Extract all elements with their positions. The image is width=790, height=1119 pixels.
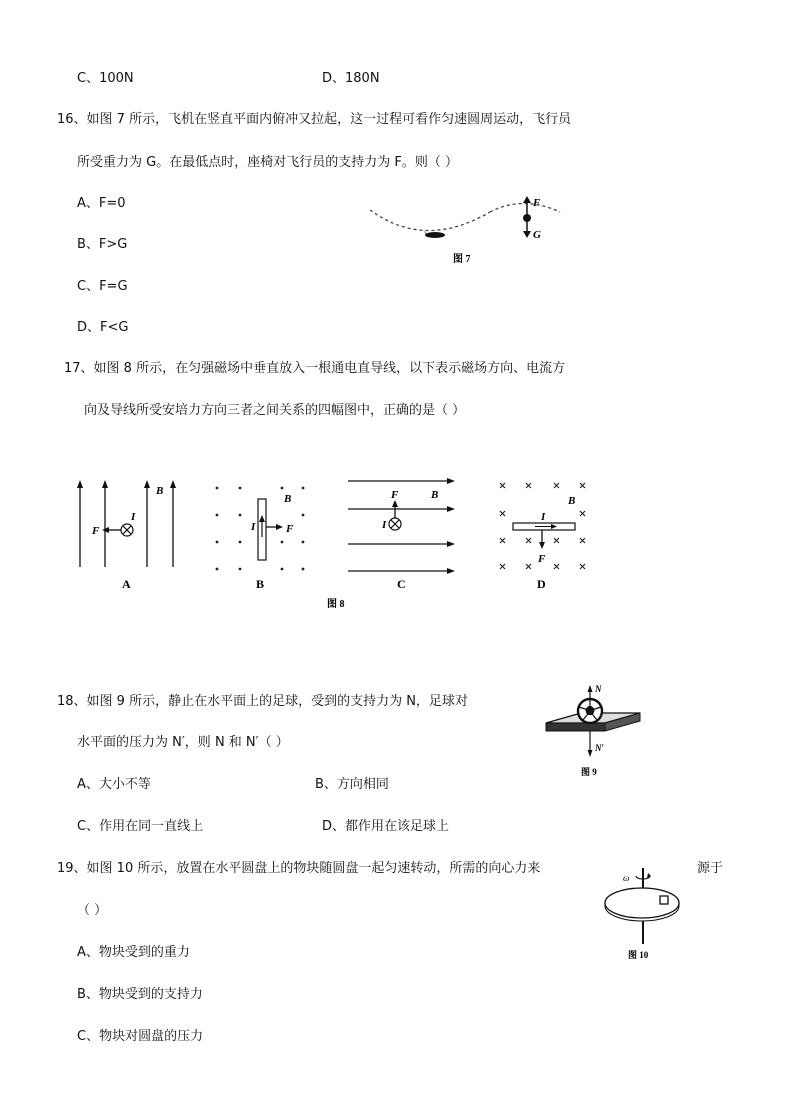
q16-option-b: B、F>G [77,237,128,252]
svg-text:B: B [431,489,439,501]
fig8-panel-c [348,478,455,591]
q15-option-d: D、180N [322,71,380,86]
q19-option-c: C、物块对圆盘的压力 [77,1029,204,1044]
q19-stem-line1-tail: 源于 [697,861,724,876]
fig7-label-g: G [533,229,541,241]
q18-option-d: D、都作用在该足球上 [322,819,450,834]
svg-text:F: F [391,489,399,501]
panel-label-a: A [122,577,131,591]
fig8-caption: 图 8 [327,599,345,610]
q16-stem-line2: 所受重力为 G。在最低点时，座椅对飞行员的支持力为 F。则（ ） [77,155,458,170]
q18-stem-line1: 18、如图 9 所示，静止在水平面上的足球，受到的支持力为 N，足球对 [57,694,468,709]
arrow-down-icon [588,750,593,757]
figure-7-airplane-loop [365,190,565,270]
figure-8-four-panels [65,472,610,614]
q18-stem-line2: 水平面的压力为 N′，则 N 和 N′（ ） [77,735,289,750]
fig9-label-n: N [595,684,602,694]
figure-10-rotating-disk [600,866,690,966]
arrow-up-icon [588,685,593,692]
q16-stem-line1: 16、如图 7 所示，飞机在竖直平面内俯冲又拉起，这一过程可看作匀速圆周运动，飞行员 [57,112,572,127]
arrow-down-icon [523,231,531,238]
q19-stem-line1: 19、如图 10 所示，放置在水平圆盘上的物块随圆盘一起匀速转动，所需的向心力来 [57,861,541,876]
football-icon [578,699,602,723]
fig7-label-f: F [533,197,541,209]
surface-edge [546,723,605,731]
fig9-label-n-prime: N′ [595,743,605,753]
fig9-caption: 图 9 [581,767,597,777]
panel-label-b: B [256,577,265,591]
flight-path-dashed [370,210,490,231]
q16-option-d: D、F<G [77,320,129,335]
fig8-panel-d [500,483,585,591]
svg-text:I: I [251,521,256,533]
arrow-up-icon [523,196,531,203]
fig8-panel-a [77,480,176,591]
svg-text:B: B [156,485,164,497]
q16-option-a: A、F=0 [77,196,126,211]
q17-stem-line1: 17、如图 8 所示，在匀强磁场中垂直放入一根通电直导线，以下表示磁场方向、电流方 [64,361,566,376]
svg-text:F: F [286,523,294,535]
fig8-panel-b [216,487,305,591]
q19-stem-line2: （ ） [77,903,108,918]
fig7-caption: 图 7 [453,254,471,265]
fig10-caption: 图 10 [628,950,649,960]
q16-option-c: C、F=G [77,279,128,294]
panel-label-c: C [397,577,406,591]
q17-stem-line2: 向及导线所受安培力方向三者之间关系的四幅图中，正确的是（ ） [84,403,466,418]
svg-text:I: I [541,511,546,523]
figure-9-football [543,683,643,779]
block-on-disk [660,896,668,904]
svg-text:F: F [92,525,100,537]
svg-text:F: F [538,553,546,565]
q15-option-c: C、100N [77,71,134,86]
svg-text:B: B [284,493,292,505]
q18-option-b: B、方向相同 [315,777,389,792]
q19-option-a: A、物块受到的重力 [77,945,190,960]
svg-text:I: I [382,519,387,531]
airplane-icon [423,230,445,238]
pilot-dot [523,214,531,222]
q19-option-b: B、物块受到的支持力 [77,987,203,1002]
svg-text:B: B [568,495,576,507]
q18-option-a: A、大小不等 [77,777,151,792]
panel-label-d: D [537,577,546,591]
q18-option-c: C、作用在同一直线上 [77,819,204,834]
flight-path-dashed-2 [490,204,560,213]
svg-text:I: I [131,511,136,523]
pilot-force-diagram [523,196,531,238]
fig10-label-omega: ω [623,873,630,883]
